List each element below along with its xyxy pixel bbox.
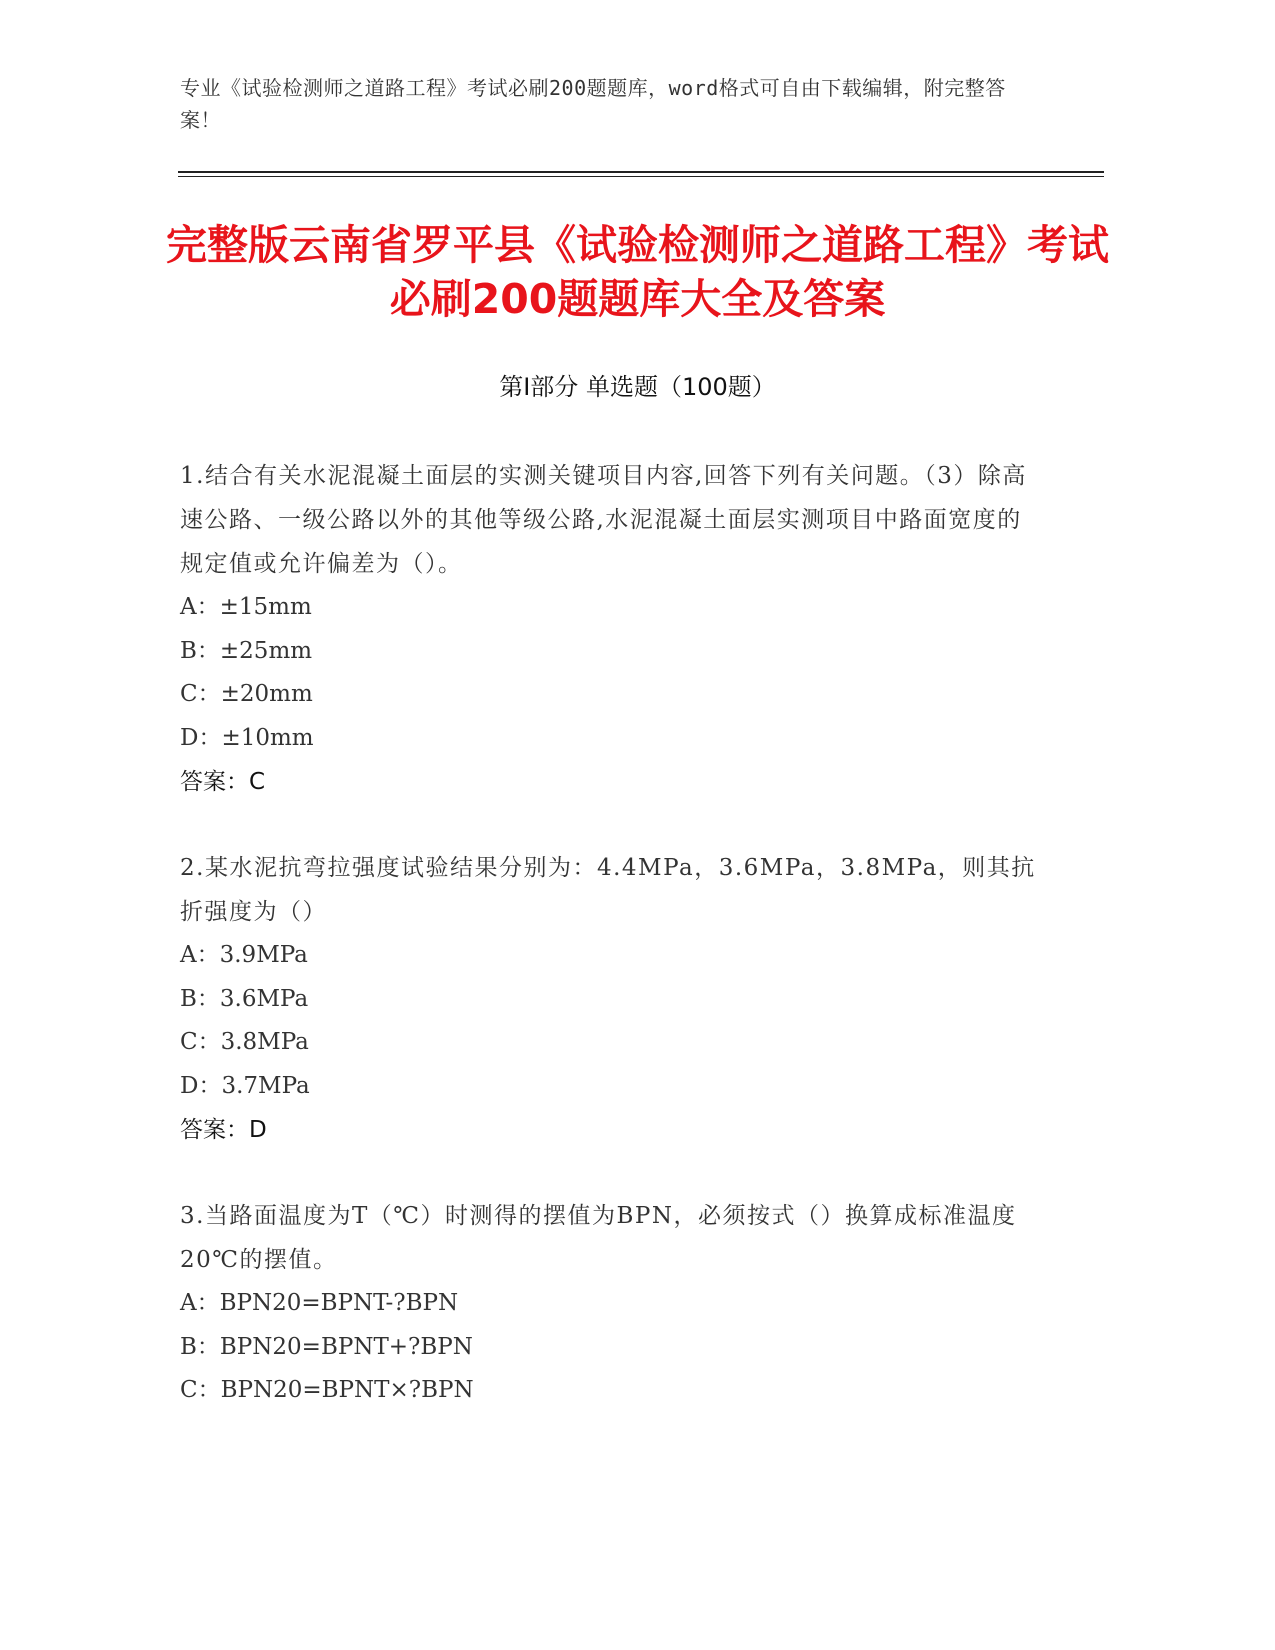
answer: 答案：D [180, 1117, 267, 1143]
document-title: 完整版云南省罗平县《试验检测师之道路工程》考试必刷200题题库大全及答案 [166, 221, 1109, 323]
question-stem: 2.某水泥抗弯拉强度试验结果分别为：4.4MPa，3.6MPa，3.8MPa，则其抗折强度为（） [180, 855, 1036, 925]
option-c: C：BPN20=BPNT×?BPN [180, 1377, 474, 1403]
question-1 [180, 454, 1040, 804]
option-a: A：±15mm [180, 594, 312, 620]
question-3 [180, 1194, 1040, 1413]
header-divider-thick [178, 171, 1104, 173]
answer: 答案：C [180, 769, 266, 795]
header-divider-thin [178, 176, 1104, 177]
question-2 [180, 846, 1040, 1152]
option-b: B：±25mm [180, 637, 313, 664]
option-d: D：±10mm [180, 724, 314, 751]
option-b: B：BPN20=BPNT+?BPN [180, 1333, 473, 1360]
section-heading: 第I部分 单选题（100题） [499, 373, 776, 401]
header-note: 专业《试验检测师之道路工程》考试必刷200题题库，word格式可自由下载编辑，附完整答案！ [180, 76, 1006, 132]
option-c: C：3.8MPa [180, 1029, 309, 1055]
option-a: A：BPN20=BPNT-?BPN [180, 1290, 459, 1316]
option-c: C：±20mm [180, 681, 313, 707]
question-stem: 3.当路面温度为T（℃）时测得的摆值为BPN，必须按式（）换算成标准温度20℃的摆值。 [180, 1203, 1017, 1273]
option-a: A：3.9MPa [180, 942, 308, 968]
option-b: B：3.6MPa [180, 985, 309, 1012]
option-d: D：3.7MPa [180, 1072, 310, 1099]
question-stem: 1.结合有关水泥混凝土面层的实测关键项目内容,回答下列有关问题。（3）除高速公路、一级公路以外的其他等级公路,水泥混凝土面层实测项目中路面宽度的规定值或允许偏差为（）。 [180, 463, 1027, 577]
